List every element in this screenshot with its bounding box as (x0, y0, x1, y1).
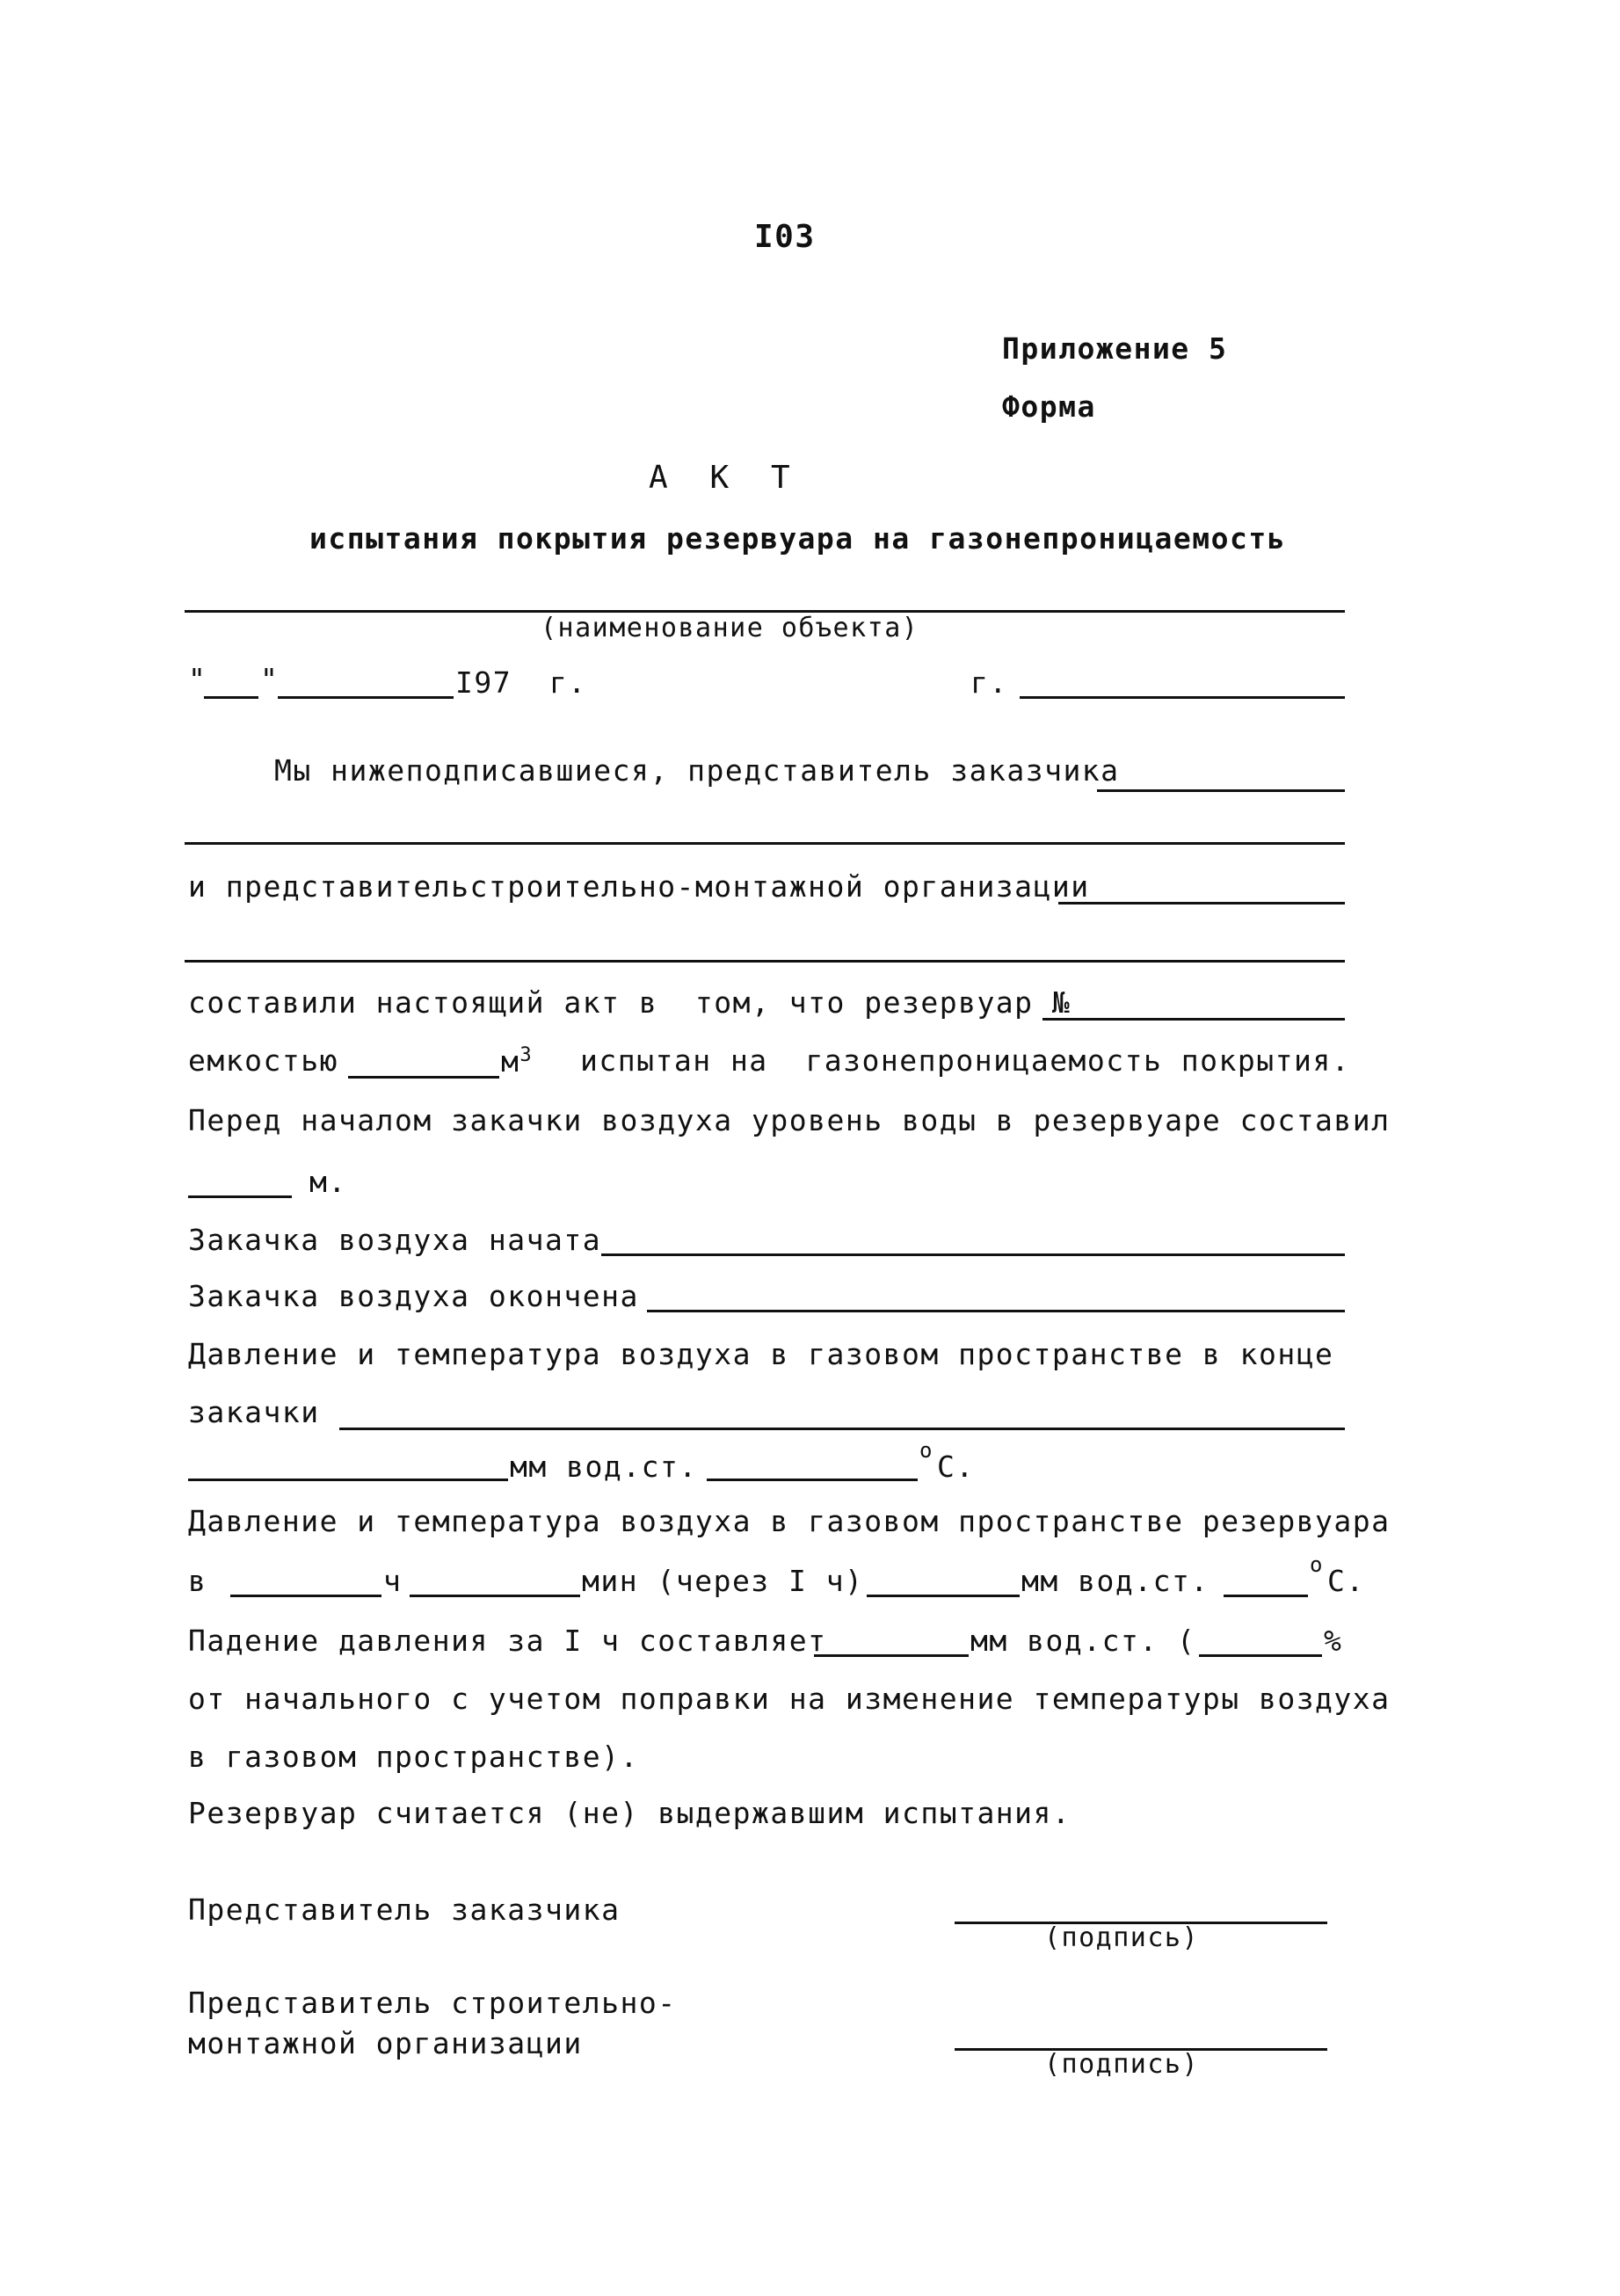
builder-name-line-2 (185, 960, 1345, 963)
degree-mark-2: о (1310, 1552, 1324, 1577)
capacity-unit-cube: 3 (519, 1044, 534, 1066)
pumping-end-label: Закачка воздуха окончена (188, 1279, 639, 1313)
capacity-unit-m: м (501, 1044, 520, 1079)
form-label: Форма (1002, 389, 1096, 424)
city-line (1020, 696, 1345, 699)
document-title: А К Т (649, 460, 792, 496)
act-statement-text: составили настоящий акт в том, что резервуар № (188, 985, 1072, 1020)
date-quote-close: " (260, 662, 280, 696)
customer-signature-caption: (подпись) (1044, 1922, 1200, 1953)
hour-line (230, 1595, 381, 1597)
date-year: I97 г. (455, 665, 587, 700)
pressure-drop-line (814, 1654, 969, 1657)
at-label: в (188, 1564, 207, 1598)
hour-label: ч (383, 1564, 403, 1598)
pumping-end-line (647, 1310, 1345, 1312)
pressure-hour-text: Давление и температура воздуха в газовом пространстве резервуара (188, 1504, 1391, 1538)
date-quote-open: " (188, 662, 207, 696)
page-number: I03 (754, 219, 816, 255)
temperature-hour-line (1224, 1595, 1308, 1597)
water-level-line (188, 1195, 292, 1198)
temperature-unit: С. (937, 1450, 975, 1484)
pressure-hour-line (867, 1595, 1020, 1597)
customer-name-line-2 (185, 842, 1345, 845)
gas-space-text: в газовом пространстве). (188, 1740, 639, 1774)
tank-number-line (1042, 1018, 1345, 1021)
capacity-label: емкостью (188, 1043, 338, 1078)
minute-line (410, 1595, 580, 1597)
pressure-drop-unit: мм вод.ст. ( (970, 1624, 1196, 1658)
correction-text: от начального с учетом поправки на изменение температуры воздуха (188, 1682, 1391, 1716)
temperature-hour-unit: С. (1327, 1564, 1365, 1598)
customer-name-line (1097, 789, 1345, 792)
pumping-start-line (601, 1253, 1345, 1256)
water-level-unit: м. (309, 1165, 347, 1199)
water-level-text: Перед началом закачки воздуха уровень воды в резервуаре составил (188, 1103, 1391, 1137)
date-month-line (278, 696, 454, 699)
tested-statement: испытан на газонепроницаемость покрытия. (580, 1043, 1351, 1078)
document-subtitle: испытания покрытия резервуара на газонепроницаемость (309, 521, 1287, 556)
date-day-line (204, 696, 258, 699)
degree-mark: о (919, 1438, 933, 1463)
temperature-value-line (707, 1479, 918, 1481)
pressure-drop-label: Падение давления за I ч составляет (188, 1624, 827, 1658)
percent-sign: % (1324, 1624, 1343, 1658)
capacity-line (348, 1076, 499, 1079)
result-text: Резервуар считается (не) выдержавшим испытания. (188, 1796, 1072, 1830)
pressure-end-line (339, 1428, 1345, 1430)
builder-signature-caption: (подпись) (1044, 2049, 1200, 2080)
pressure-end-text: Давление и температура воздуха в газовом пространстве в конце (188, 1337, 1334, 1371)
minute-label: мин (через I ч) (582, 1564, 864, 1598)
builder-signature-label-2: монтажной организации (188, 2026, 583, 2060)
object-name-caption: (наименование объекта) (541, 613, 919, 643)
builder-representative-text: и представительстроительно-монтажной организации (188, 869, 1090, 904)
pressure-value-line (188, 1479, 508, 1481)
builder-name-line (1058, 902, 1345, 905)
pressure-drop-percent-line (1199, 1654, 1322, 1657)
capacity-unit (501, 1044, 534, 1079)
customer-representative-text: Мы нижеподписавшиеся, представитель заказчика (274, 753, 1120, 788)
city-mark: г. (970, 665, 1008, 700)
pumping-start-label: Закачка воздуха начата (188, 1223, 602, 1257)
customer-signature-label: Представитель заказчика (188, 1893, 621, 1927)
appendix-label: Приложение 5 (1002, 331, 1228, 366)
builder-signature-label-1: Представитель строительно- (188, 1986, 677, 2020)
pressure-unit: мм вод.ст. (510, 1450, 698, 1484)
pressure-hour-unit: мм вод.ст. (1021, 1564, 1210, 1598)
pressure-end-label: закачки (188, 1395, 320, 1429)
